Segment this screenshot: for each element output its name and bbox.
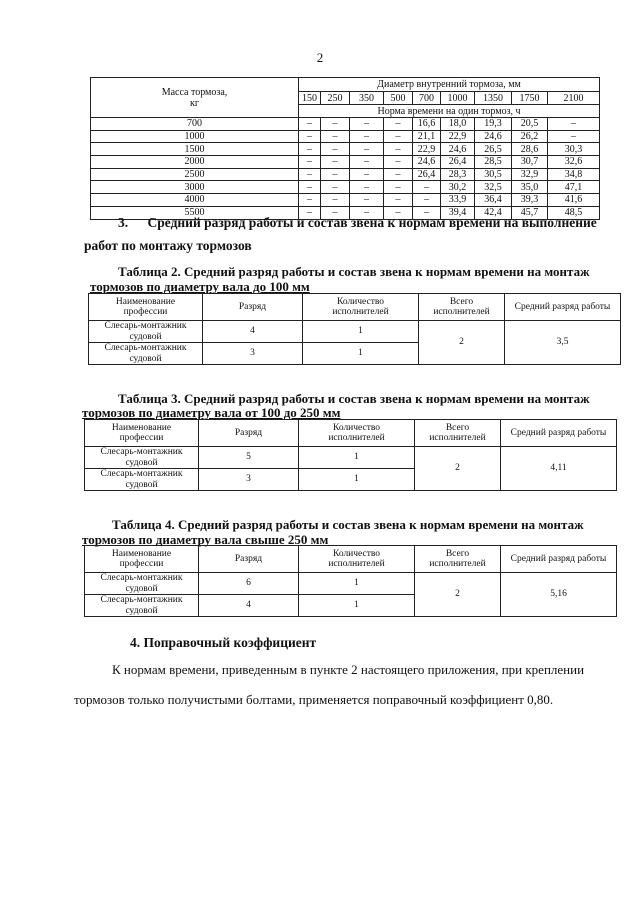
norm-cell: 39,4 (441, 206, 475, 219)
header-count: Количество исполнителей (303, 294, 419, 321)
diameter-cell: 350 (350, 92, 384, 105)
grade-cell: 3 (199, 469, 299, 491)
header-count: Количество исполнителей (299, 546, 415, 573)
page-number: 2 (316, 50, 324, 65)
header-avg: Средний разряд работы (501, 420, 617, 447)
table-row (91, 143, 600, 156)
grade-cell: 4 (203, 321, 303, 343)
norm-cell: – (321, 181, 350, 194)
total-cell: 2 (415, 447, 501, 491)
norm-cell: – (350, 181, 384, 194)
norm-cell: 39,3 (512, 194, 548, 207)
mass-header: Масса тормоза, кг (91, 78, 299, 118)
norm-cell: 30,5 (475, 168, 512, 181)
norm-cell: 30,7 (512, 156, 548, 169)
norm-cell: 24,6 (413, 156, 441, 169)
norm-cell: – (350, 143, 384, 156)
norm-cell: – (384, 194, 413, 207)
norm-cell: – (321, 168, 350, 181)
mass-cell: 3000 (91, 181, 299, 194)
norm-cell: – (350, 168, 384, 181)
table-row (85, 447, 617, 469)
norm-cell: – (321, 194, 350, 207)
diameter-cell: 1000 (441, 92, 475, 105)
profession-cell: Слесарь-монтажник судовой (89, 343, 203, 365)
diameter-cell: 150 (299, 92, 321, 105)
table-row (85, 573, 617, 595)
profession-cell: Слесарь-монтажник судовой (85, 469, 199, 491)
norm-cell: – (384, 168, 413, 181)
norm-cell: 26,4 (441, 156, 475, 169)
norm-cell: – (350, 194, 384, 207)
norm-cell: 18,0 (441, 118, 475, 131)
norm-cell: 22,9 (441, 130, 475, 143)
section3-number: 3. (118, 215, 129, 230)
norm-cell: – (384, 206, 413, 219)
diameter-cell: 700 (413, 92, 441, 105)
count-cell: 1 (299, 595, 415, 617)
table-row (91, 156, 600, 169)
norm-cell: 16,6 (413, 118, 441, 131)
header-total: Всего исполнителей (415, 546, 501, 573)
norm-cell: 32,9 (512, 168, 548, 181)
section3-title-line1: Средний разряд работы и состав звена к нормам времени на выполнение (147, 215, 597, 230)
mass-cell: 2000 (91, 156, 299, 169)
norm-cell: – (350, 206, 384, 219)
norm-cell: 48,5 (548, 206, 600, 219)
table3-caption-line1: Таблица 3. Средний разряд работы и состав звена к нормам времени на монтаж (118, 391, 590, 406)
norm-cell: – (384, 156, 413, 169)
header-row (89, 294, 621, 321)
norm-cell: 32,5 (475, 181, 512, 194)
diameter-cell: 250 (321, 92, 350, 105)
norm-cell: 20,5 (512, 118, 548, 131)
norm-cell: – (384, 130, 413, 143)
avg-cell: 5,16 (501, 573, 617, 617)
mass-cell: 1500 (91, 143, 299, 156)
grade-cell: 3 (203, 343, 303, 365)
norm-cell: 35,0 (512, 181, 548, 194)
norm-cell: 26,5 (475, 143, 512, 156)
header-profession: Наименование профессии (85, 546, 199, 573)
norm-cell: 47,1 (548, 181, 600, 194)
section3-title (118, 215, 608, 231)
norm-cell: 30,2 (441, 181, 475, 194)
profession-cell: Слесарь-монтажник судовой (85, 447, 199, 469)
norm-cell: 45,7 (512, 206, 548, 219)
profession-cell: Слесарь-монтажник судовой (89, 321, 203, 343)
header-row (85, 420, 617, 447)
norm-cell: – (299, 130, 321, 143)
count-cell: 1 (299, 447, 415, 469)
diameter-cell: 2100 (548, 92, 600, 105)
header-profession: Наименование профессии (89, 294, 203, 321)
norm-cell: – (299, 156, 321, 169)
diameter-cell: 1750 (512, 92, 548, 105)
header-grade: Разряд (203, 294, 303, 321)
norm-cell: – (413, 194, 441, 207)
norm-cell: 21,1 (413, 130, 441, 143)
table4 (84, 545, 617, 617)
norm-cell: – (299, 143, 321, 156)
grade-cell: 6 (199, 573, 299, 595)
norm-cell: – (384, 143, 413, 156)
norm-cell: – (384, 181, 413, 194)
norms-table (90, 77, 600, 220)
norm-cell: – (321, 156, 350, 169)
avg-cell: 3,5 (505, 321, 621, 365)
profession-cell: Слесарь-монтажник судовой (85, 573, 199, 595)
norm-cell: – (321, 130, 350, 143)
norm-cell: – (384, 118, 413, 131)
count-cell: 1 (299, 469, 415, 491)
mass-cell: 1000 (91, 130, 299, 143)
mass-cell: 2500 (91, 168, 299, 181)
table3-caption-line2: тормозов по диаметру вала от 100 до 250 мм (82, 405, 341, 420)
norm-cell: 22,9 (413, 143, 441, 156)
norm-cell: – (299, 206, 321, 219)
section4-title: 4. Поправочный коэффициент (130, 635, 317, 650)
norm-cell: 28,3 (441, 168, 475, 181)
count-cell: 1 (299, 573, 415, 595)
section4-paragraph-line1: К нормам времени, приведенным в пункте 2 настоящего приложения, при креплении (112, 662, 585, 677)
norm-cell: 42,4 (475, 206, 512, 219)
norm-cell: – (350, 130, 384, 143)
norm-cell: – (548, 130, 600, 143)
grade-cell: 5 (199, 447, 299, 469)
table-row (91, 118, 600, 131)
header-grade: Разряд (199, 546, 299, 573)
diameter-cell: 1350 (475, 92, 512, 105)
norm-cell: – (350, 118, 384, 131)
header-total: Всего исполнителей (415, 420, 501, 447)
profession-cell: Слесарь-монтажник судовой (85, 595, 199, 617)
norm-cell: 34,8 (548, 168, 600, 181)
norm-cell: 28,5 (475, 156, 512, 169)
norm-cell: – (299, 181, 321, 194)
header-grade: Разряд (199, 420, 299, 447)
norm-cell: – (413, 206, 441, 219)
norm-cell: – (299, 118, 321, 131)
table4-caption-line1: Таблица 4. Средний разряд работы и состав звена к нормам времени на монтаж (112, 517, 584, 532)
table-row (91, 130, 600, 143)
header-avg: Средний разряд работы (501, 546, 617, 573)
header-row (85, 546, 617, 573)
norm-cell: 36,4 (475, 194, 512, 207)
mass-cell: 4000 (91, 194, 299, 207)
norm-cell: 32,6 (548, 156, 600, 169)
table-row (91, 194, 600, 207)
header-avg: Средний разряд работы (505, 294, 621, 321)
norm-cell: – (548, 118, 600, 131)
grade-cell: 4 (199, 595, 299, 617)
norm-cell: – (321, 143, 350, 156)
total-cell: 2 (419, 321, 505, 365)
norm-cell: – (321, 206, 350, 219)
table2-caption-line1: Таблица 2. Средний разряд работы и состав звена к нормам времени на монтаж (118, 264, 590, 279)
table2 (88, 293, 621, 365)
norm-cell: 19,3 (475, 118, 512, 131)
table-row (89, 321, 621, 343)
section4-paragraph-line2: тормозов только получистыми болтами, применяется поправочный коэффициент 0,80. (74, 692, 554, 707)
norm-cell: 26,4 (413, 168, 441, 181)
header-total: Всего исполнителей (419, 294, 505, 321)
norm-cell: – (299, 168, 321, 181)
norm-cell: 26,2 (512, 130, 548, 143)
header-profession: Наименование профессии (85, 420, 199, 447)
norm-header: Норма времени на один тормоз, ч (299, 105, 600, 118)
table-row (91, 181, 600, 194)
norm-cell: 33,9 (441, 194, 475, 207)
table4-caption-line2: тормозов по диаметру вала свыше 250 мм (82, 532, 329, 547)
header-count: Количество исполнителей (299, 420, 415, 447)
norm-cell: 28,6 (512, 143, 548, 156)
norm-cell: 41,6 (548, 194, 600, 207)
mass-cell: 700 (91, 118, 299, 131)
count-cell: 1 (303, 321, 419, 343)
diameter-cell: 500 (384, 92, 413, 105)
norm-cell: 24,6 (441, 143, 475, 156)
count-cell: 1 (303, 343, 419, 365)
norm-cell: – (321, 118, 350, 131)
total-cell: 2 (415, 573, 501, 617)
norm-cell: 30,3 (548, 143, 600, 156)
mass-cell: 5500 (91, 206, 299, 219)
norm-cell: – (350, 156, 384, 169)
table-row (91, 168, 600, 181)
table2-caption-line2: тормозов по диаметру вала до 100 мм (90, 279, 310, 294)
section3-title-line2: работ по монтажу тормозов (84, 238, 252, 253)
norm-cell: 24,6 (475, 130, 512, 143)
norm-cell: – (413, 181, 441, 194)
norm-cell: – (299, 194, 321, 207)
avg-cell: 4,11 (501, 447, 617, 491)
table3 (84, 419, 617, 491)
diameter-header: Диаметр внутренний тормоза, мм (299, 78, 600, 92)
